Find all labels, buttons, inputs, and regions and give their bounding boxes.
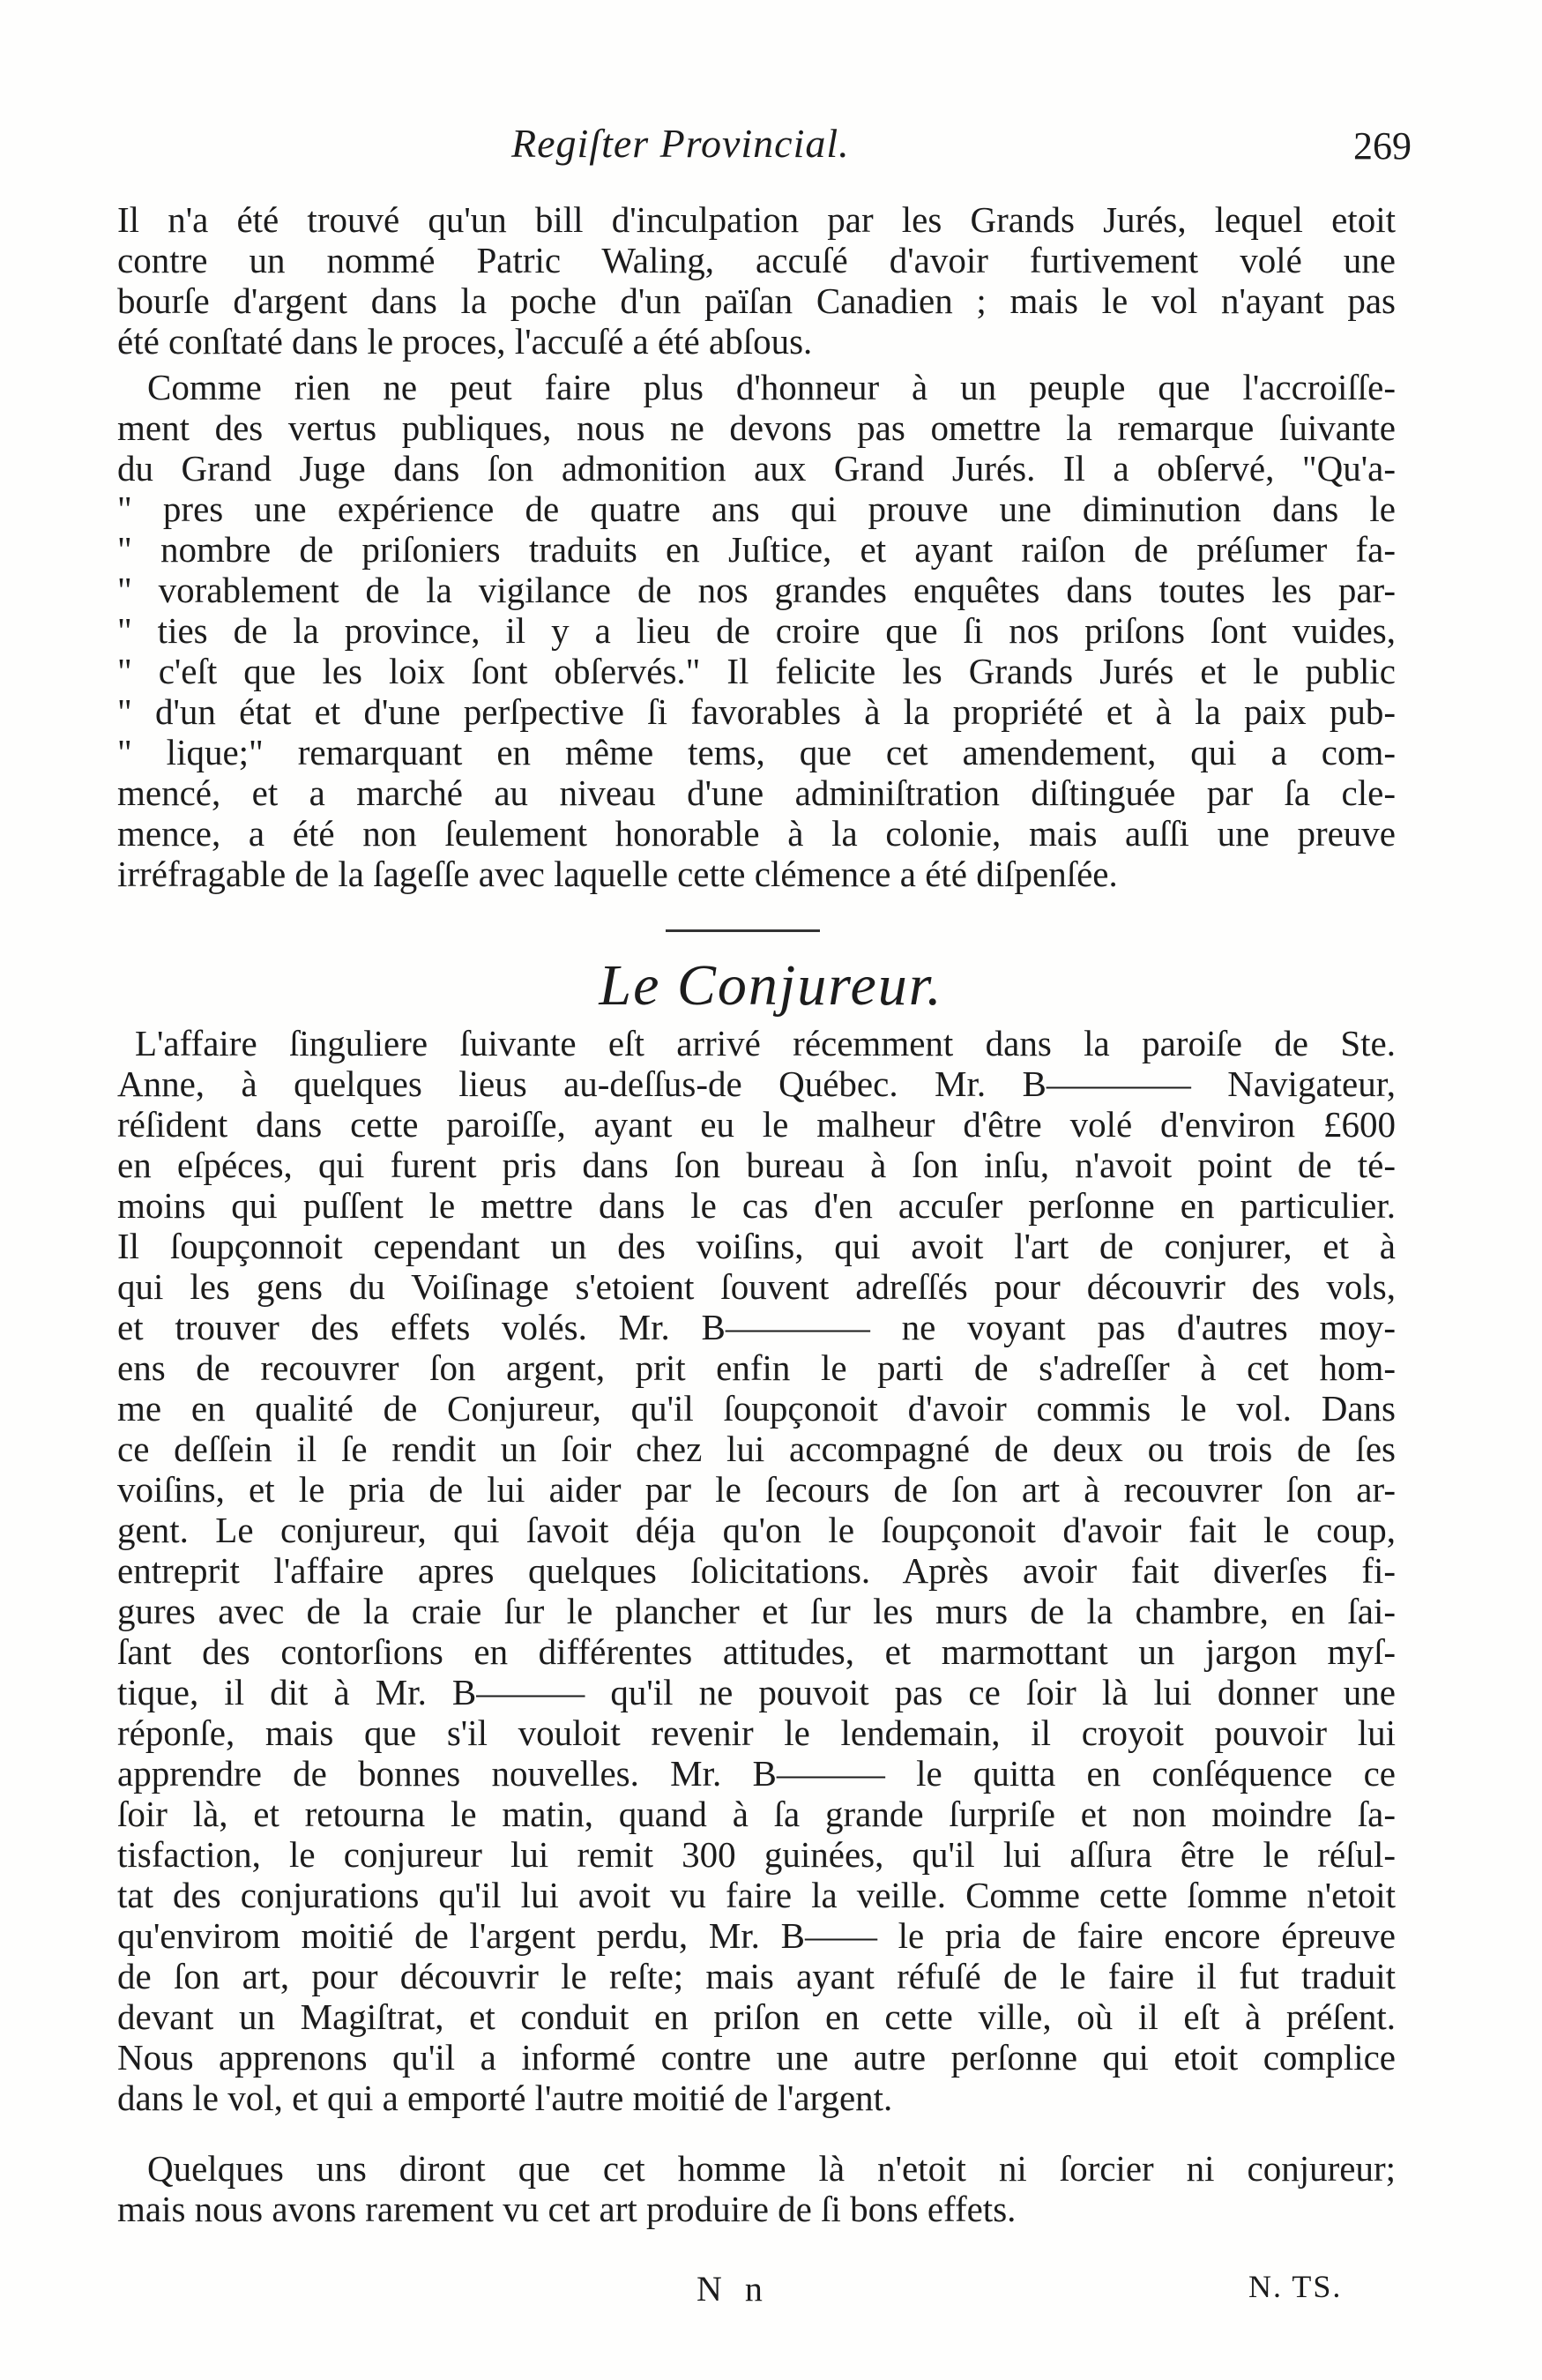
text-line: irréfragable de la ſageſſe avec laquelle cette clémence a été diſpenſée. [117, 854, 1118, 894]
text-line: du Grand Juge dans ſon admonition aux Grand Jurés. Il a obſervé, "Qu'a- [117, 448, 1396, 489]
text-line: ſant des contorſions en différentes attitudes, et marmottant un jargon myſ- [117, 1631, 1396, 1672]
text-line: dans le vol, et qui a emporté l'autre moitié de l'argent. [117, 2078, 893, 2118]
text-line: réſident dans cette paroiſſe, ayant eu le malheur d'être volé d'environ £600 [117, 1104, 1396, 1145]
text-line: tat des conjurations qu'il lui avoit vu faire la veille. Comme cette ſomme n'etoit [117, 1875, 1396, 1915]
text-line: Quelques uns diront que cet homme là n'etoit ni ſorcier ni conjureur; [147, 2148, 1396, 2189]
text-line: " lique;" remarquant en même tems, que cet amendement, qui a com- [117, 732, 1396, 772]
text-line: tique, il dit à Mr. B——— qu'il ne pouvoit pas ce ſoir là lui donner une [117, 1672, 1396, 1712]
text-line: mencé, et a marché au niveau d'une adminiſtration diſtinguée par ſa cle- [117, 772, 1396, 813]
text-line: réponſe, mais que s'il vouloit revenir le lendemain, il croyoit pouvoir lui [117, 1712, 1396, 1753]
text-line: gent. Le conjureur, qui ſavoit déja qu'on le ſoupçonoit d'avoir fait le coup, [117, 1510, 1396, 1550]
paragraph-conjureur [117, 1023, 1396, 2118]
paragraph-conclusion [117, 2148, 1396, 2229]
text-line: apprendre de bonnes nouvelles. Mr. B——— le quitta en conſéquence ce [117, 1753, 1396, 1794]
paragraph-grand-juge [117, 367, 1396, 894]
text-line: tisfaction, le conjureur lui remit 300 guinées, qu'il lui aſſura être le réſul- [117, 1834, 1396, 1875]
text-line: été conſtaté dans le proces, l'accuſé a été abſous. [117, 321, 813, 362]
text-line: " d'un état et d'une perſpective ſi favorables à la propriété et à la paix pub- [117, 691, 1396, 732]
text-line: " ties de la province, il y a lieu de croire que ſi nos priſons ſont vuides, [117, 610, 1396, 651]
text-line: " nombre de priſoniers traduits en Juſtice, et ayant raiſon de préſumer fa- [117, 529, 1396, 570]
text-line: entreprit l'affaire apres quelques ſolicitations. Après avoir fait diverſes fi- [117, 1550, 1396, 1591]
text-line: qui les gens du Voiſinage s'etoient ſouvent adreſſés pour découvrir des vols, [117, 1266, 1396, 1307]
page-number: 269 [1353, 124, 1412, 168]
catchword: N. TS. [1248, 2269, 1343, 2304]
text-line: mence, a été non ſeulement honorable à la colonie, mais auſſi une preuve [117, 813, 1396, 854]
running-head [0, 120, 1542, 173]
text-line: ens de recouvrer ſon argent, prit enfin le parti de s'adreſſer à cet hom- [117, 1347, 1396, 1388]
text-line: contre un nommé Patric Waling, accuſé d'avoir furtivement volé une [117, 240, 1396, 280]
text-line: mais nous avons rarement vu cet art produire de ſi bons effets. [117, 2189, 1017, 2229]
text-line: en eſpéces, qui furent pris dans ſon bureau à ſon inſu, n'avoit point de té- [117, 1145, 1396, 1185]
text-line: qu'envirom moitié de l'argent perdu, Mr. B—— le pria de faire encore épreuve [117, 1915, 1396, 1956]
text-line: bourſe d'argent dans la poche d'un païſan Canadien ; mais le vol n'ayant pas [117, 280, 1396, 321]
text-line: et trouver des effets volés. Mr. B———— ne voyant pas d'autres moy- [117, 1307, 1396, 1347]
paragraph-bill-inculpation [117, 199, 1396, 362]
text-line: Il ſoupçonnoit cependant un des voiſins, qui avoit l'art de conjurer, et à [117, 1226, 1396, 1266]
text-line: Anne, à quelques lieus au-deſſus-de Québec. Mr. B———— Navigateur, [117, 1063, 1396, 1104]
text-line: voiſins, et le pria de lui aider par le ſecours de ſon art à recouvrer ſon ar- [117, 1469, 1396, 1510]
text-line: Comme rien ne peut faire plus d'honneur à un peuple que l'accroiſſe- [147, 367, 1396, 407]
text-line: " c'eſt que les loix ſont obſervés." Il felicite les Grands Jurés et le public [117, 651, 1396, 691]
text-line: L'affaire ſinguliere ſuivante eſt arrivé récemment dans la paroiſe de Ste. [135, 1023, 1396, 1063]
text-line: de ſon art, pour découvrir le reſte; mais ayant réfuſé de le faire il fut traduit [117, 1956, 1396, 1996]
text-line: ment des vertus publiques, nous ne devons pas omettre la remarque ſuivante [117, 407, 1396, 448]
text-line: me en qualité de Conjureur, qu'il ſoupçonoit d'avoir commis le vol. Dans [117, 1388, 1396, 1429]
text-line: Il n'a été trouvé qu'un bill d'inculpation par les Grands Jurés, lequel etoit [117, 199, 1396, 240]
text-line: moins qui puſſent le mettre dans le cas d'en accuſer perſonne en particulier. [117, 1185, 1396, 1226]
text-line: ſoir là, et retourna le matin, quand à ſa grande ſurpriſe et non moindre ſa- [117, 1794, 1396, 1834]
text-line: devant un Magiſtrat, et conduit en priſon en cette ville, où il eſt à préſent. [117, 1996, 1396, 2037]
text-line: gures avec de la craie ſur le plancher et ſur les murs de la chambre, en ſai- [117, 1591, 1396, 1631]
text-line: " vorablement de la vigilance de nos grandes enquêtes dans toutes les par- [117, 570, 1396, 610]
text-line: " pres une expérience de quatre ans qui prouve une diminution dans le [117, 489, 1396, 529]
running-title: Regiſter Provincial. [511, 121, 850, 166]
text-line: ce deſſein il ſe rendit un ſoir chez lui accompagné de deux ou trois de ſes [117, 1429, 1396, 1469]
text-line: Nous apprenons qu'il a informé contre une autre perſonne qui etoit complice [117, 2037, 1396, 2078]
signature-mark: N n [697, 2269, 770, 2309]
section-rule [666, 929, 820, 932]
section-title: Le Conjureur. [599, 953, 943, 1018]
